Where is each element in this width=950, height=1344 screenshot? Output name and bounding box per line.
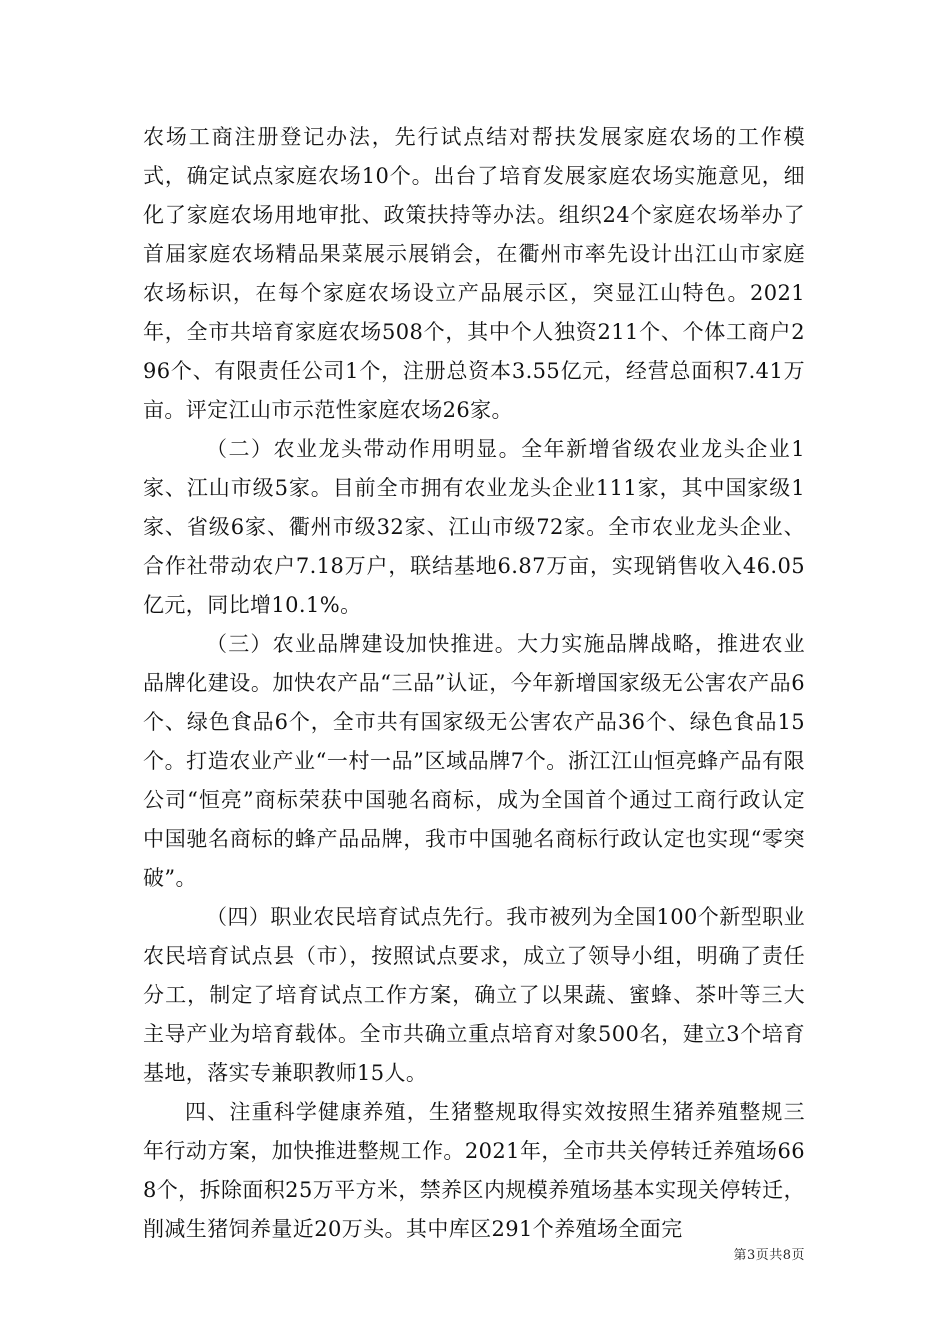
paragraph-professional-farmer-training: （四）职业农民培育试点先行。我市被列为全国100个新型职业农民培育试点县（市），按照试点要求，成立了领导小组，明确了责任分工，制定了培育试点工作方案，确立了以果蔬、蜜蜂、茶叶等三大主导产业为培育载体。全市共确立重点培育对象500名，建立3个培育基地，落实专兼职教师15人。 <box>143 905 805 1085</box>
document-body <box>143 118 805 1249</box>
paragraph-healthy-breeding: 四、注重科学健康养殖，生猪整规取得实效按照生猪养殖整规三年行动方案，加快推进整规工作。2021年，全市共关停转迁养殖场668个，拆除面积25万平方米，禁养区内规模养殖场基本实现关停转迁，削减生猪饲养量近20万头。其中库区291个养殖场全面完 <box>143 1100 805 1241</box>
paragraph-agricultural-brand-building: （三）农业品牌建设加快推进。大力实施品牌战略，推进农业品牌化建设。加快农产品“三品”认证，今年新增国家级无公害农产品6个、绿色食品6个，全市共有国家级无公害农产品36个、绿色食品15个。打造农业产业“一村一品”区域品牌7个。浙江江山恒亮蜂产品有限公司“恒亮”商标荣获中国驰名商标，成为全国首个通过工商行政认定中国驰名商标的蜂产品品牌，我市中国驰名商标行政认定也实现“零突破”。 <box>143 632 805 890</box>
page-number-footer: 第3页共8页 <box>733 1248 805 1263</box>
paragraph-agricultural-leading-enterprises: （二）农业龙头带动作用明显。全年新增省级农业龙头企业1家、江山市级5家。目前全市拥有农业龙头企业111家，其中国家级1家、省级6家、衢州市级32家、江山市级72家。全市农业龙头企业、合作社带动农户7.18万户，联结基地6.87万亩，实现销售收入46.05亿元，同比增10.1%。 <box>143 437 805 617</box>
paragraph-family-farm-continued: 农场工商注册登记办法，先行试点结对帮扶发展家庭农场的工作模式，确定试点家庭农场10个。出台了培育发展家庭农场实施意见，细化了家庭农场用地审批、政策扶持等办法。组织24个家庭农场举办了首届家庭农场精品果菜展示展销会，在衢州市率先设计出江山市家庭农场标识，在每个家庭农场设立产品展示区，突显江山特色。2021年，全市共培育家庭农场508个，其中个人独资211个、个体工商户296个、有限责任公司1个，注册总资本3.55亿元，经营总面积7.41万亩。评定江山市示范性家庭农场26家。 <box>143 125 805 422</box>
